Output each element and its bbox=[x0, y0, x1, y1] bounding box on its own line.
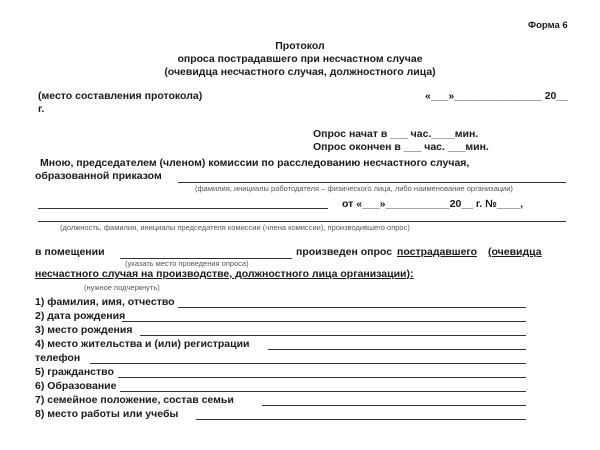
room-label: в помещении bbox=[35, 246, 105, 258]
survey-start: Опрос начат в ___ час.____мин. bbox=[313, 128, 479, 140]
interviewer-line bbox=[38, 221, 566, 222]
survey-conducted: произведен опрос bbox=[296, 246, 393, 258]
field-label: 2) дата рождения bbox=[35, 310, 126, 322]
field-line bbox=[118, 377, 526, 378]
hint-underline: (нужное подчеркнуть) bbox=[84, 283, 160, 292]
survey-end: Опрос окончен в ___ час. ___мин. bbox=[313, 141, 489, 153]
field-line bbox=[140, 335, 526, 336]
field-line bbox=[268, 349, 526, 350]
hint-employer: (фамилия, инициалы работодателя – физического лица, либо наименование организации) bbox=[195, 184, 513, 193]
order-blank-line bbox=[38, 208, 328, 209]
commission-line-1: Мною, председателем (членом) комиссии по расследованию несчастного случая, bbox=[40, 157, 470, 169]
field-label: 8) место работы или учебы bbox=[35, 408, 179, 420]
form-label: Форма 6 bbox=[528, 20, 568, 31]
protocol-subtitle-2: (очевидца несчастного случая, должностного лица) bbox=[164, 66, 436, 78]
field-line bbox=[120, 391, 526, 392]
field-label: 4) место жительства и (или) регистрации bbox=[35, 338, 250, 350]
witness-option: (очевидца bbox=[488, 246, 542, 258]
field-line bbox=[122, 321, 526, 322]
field-line bbox=[90, 363, 526, 364]
order-reference: от «___»___________20__ г. №____, bbox=[342, 198, 524, 210]
protocol-title: Протокол bbox=[275, 40, 325, 52]
field-label: 6) Образование bbox=[35, 380, 117, 392]
city-label: г. bbox=[38, 103, 45, 115]
victim-option: пострадавшего bbox=[397, 246, 478, 258]
place-label: (место составления протокола) bbox=[38, 90, 203, 102]
field-label: 5) гражданство bbox=[35, 366, 114, 378]
field-label: 7) семейное положение, состав семьи bbox=[35, 394, 234, 406]
order-issuer-line bbox=[178, 182, 566, 183]
field-label: 3) место рождения bbox=[35, 324, 133, 336]
field-line bbox=[262, 405, 526, 406]
field-label: 1) фамилия, имя, отчество bbox=[35, 296, 175, 308]
field-line bbox=[178, 307, 526, 308]
protocol-date: «___»_______________ 20__ bbox=[425, 90, 569, 102]
hint-room: (указать место проведения опроса) bbox=[125, 259, 249, 268]
protocol-subtitle: опроса пострадавшего при несчастном случае bbox=[177, 53, 423, 65]
field-label: телефон bbox=[35, 352, 81, 364]
field-line bbox=[196, 419, 526, 420]
hint-interviewer: (должность, фамилия, инициалы председателя комиссии (члена комиссии), производившего опрос) bbox=[60, 223, 410, 232]
commission-order-label: образованной приказом bbox=[35, 170, 162, 182]
respondent-type: несчастного случая на производстве, должностного лица организации): bbox=[35, 268, 414, 280]
